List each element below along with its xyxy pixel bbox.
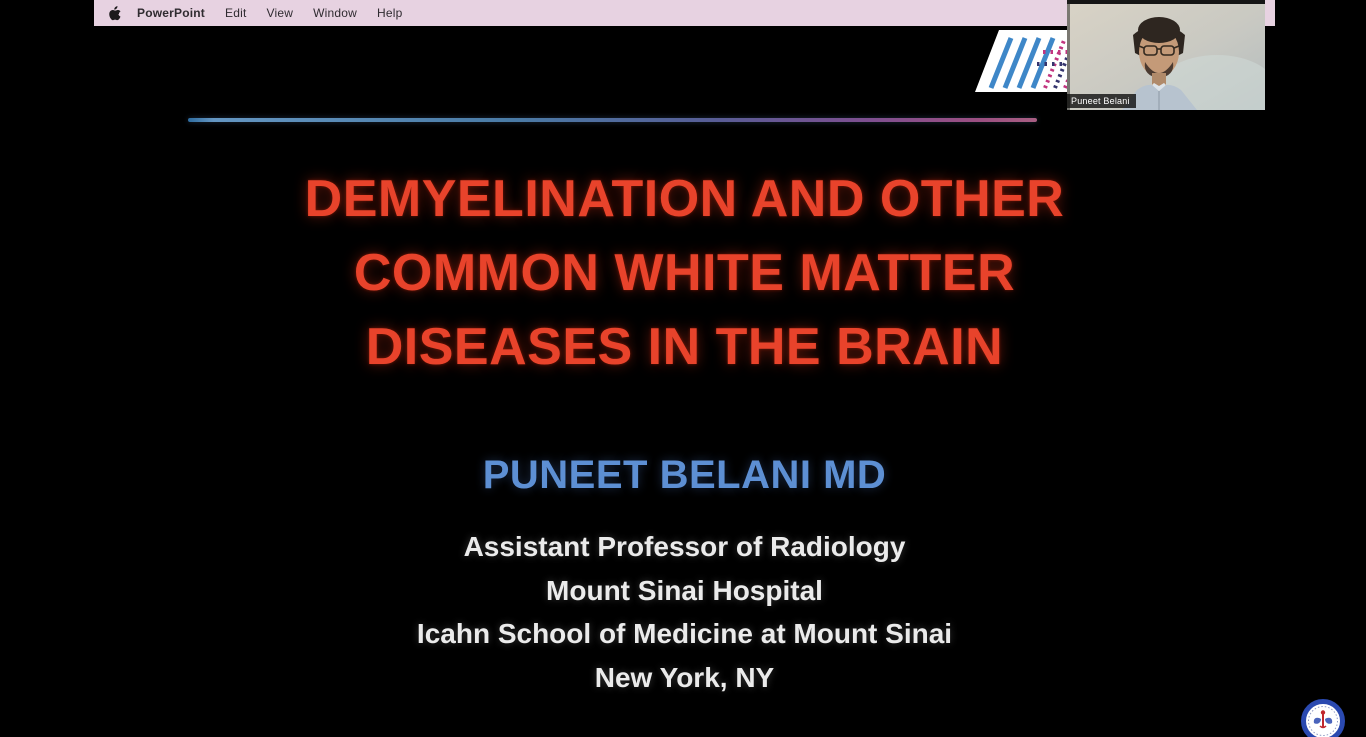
title-line-3: DISEASES IN THE BRAIN (365, 318, 1004, 376)
affiliation-line-1: Assistant Professor of Radiology (463, 531, 906, 562)
menubar-item-help[interactable]: Help (376, 6, 403, 20)
affiliation-line-2: Mount Sinai Hospital (546, 574, 823, 606)
menubar-item-view[interactable]: View (266, 6, 294, 20)
participant-name-label: Puneet Belani (1067, 94, 1136, 108)
presenter-affiliation (94, 525, 1275, 699)
menubar-item-window[interactable]: Window (313, 6, 357, 20)
slide (94, 26, 1275, 737)
menubar-item-edit[interactable]: Edit (225, 6, 247, 20)
title-line-1: DEMYELINATION AND OTHER (304, 170, 1065, 228)
slide-accent-line (188, 118, 1037, 122)
title-line-2: COMMON WHITE MATTER (353, 244, 1016, 302)
apple-logo-icon[interactable] (108, 6, 121, 21)
menubar-item-powerpoint[interactable]: PowerPoint (137, 6, 206, 20)
webcam-tile[interactable] (1067, 0, 1265, 110)
affiliation-line-4: New York, NY (594, 661, 775, 693)
slide-title (94, 162, 1275, 384)
affiliation-line-3: Icahn School of Medicine at Mount Sinai (416, 618, 953, 649)
presenter-name: PUNEET BELANI MD (482, 453, 887, 497)
mount-sinai-logo (975, 30, 1075, 96)
society-seal-logo (1301, 699, 1345, 737)
